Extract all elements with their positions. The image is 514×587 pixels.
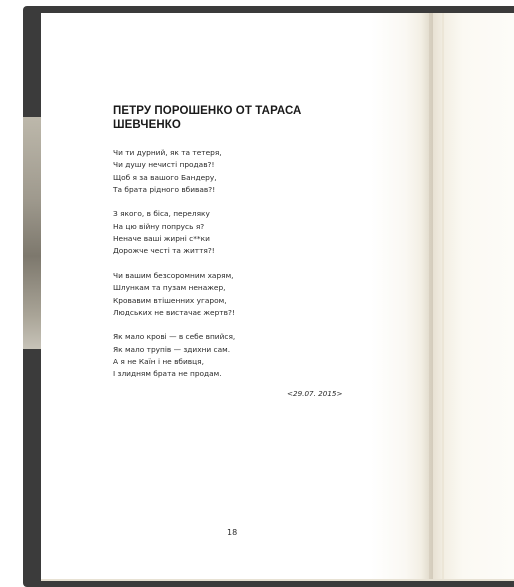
stanza-1	[113, 147, 353, 196]
poem-line: Людських не вистачає жертв?!	[113, 307, 235, 317]
poem-title-line-2: ШЕВЧЕНКО	[113, 119, 181, 131]
poem-date: <29.07. 2015>	[287, 389, 343, 398]
cover-photo-edge	[23, 117, 41, 349]
poem-title	[113, 104, 323, 132]
poem-line: І злидням брата не продам.	[113, 369, 222, 379]
stanza-2	[113, 208, 353, 257]
poem-body	[113, 147, 353, 393]
page-bottom-edge	[41, 579, 514, 581]
poem-line: З якого, в біса, переляку	[113, 209, 210, 219]
poem-line: Як мало крові — в себе впийся,	[113, 332, 236, 342]
poem-line: Чи душу нечисті продав?!	[113, 160, 215, 170]
gutter-shadow	[421, 13, 433, 581]
stanza-3	[113, 270, 353, 319]
cover-edge	[23, 349, 41, 579]
poem-line: Кровавим втішенних угаром,	[113, 295, 227, 305]
page-number: 18	[227, 528, 238, 537]
poem-line: Неначе ваші жирні с**ки	[113, 234, 210, 244]
poem-line: Як мало трупів — здихни сам.	[113, 344, 231, 354]
page-edge-line	[442, 13, 444, 581]
poem-line: Та брата рідного вбивав?!	[113, 184, 216, 194]
poem-title-line-1: ПЕТРУ ПОРОШЕНКО ОТ ТАРАСА	[113, 105, 302, 117]
poem-line: Дорожче честі та життя?!	[113, 246, 215, 256]
poem-line: Шлункам та пузам ненажер,	[113, 283, 226, 293]
poem-line: А я не Каїн і не вбивця,	[113, 357, 204, 367]
poem-line: На цю війну попрусь я?	[113, 221, 205, 231]
poem-line: Чи вашим безсоромним харям,	[113, 270, 234, 280]
stanza-4	[113, 331, 353, 380]
poem-line: Чи ти дурний, як та тетеря,	[113, 148, 222, 157]
poem-line: Щоб я за вашого Бандеру,	[113, 172, 217, 182]
